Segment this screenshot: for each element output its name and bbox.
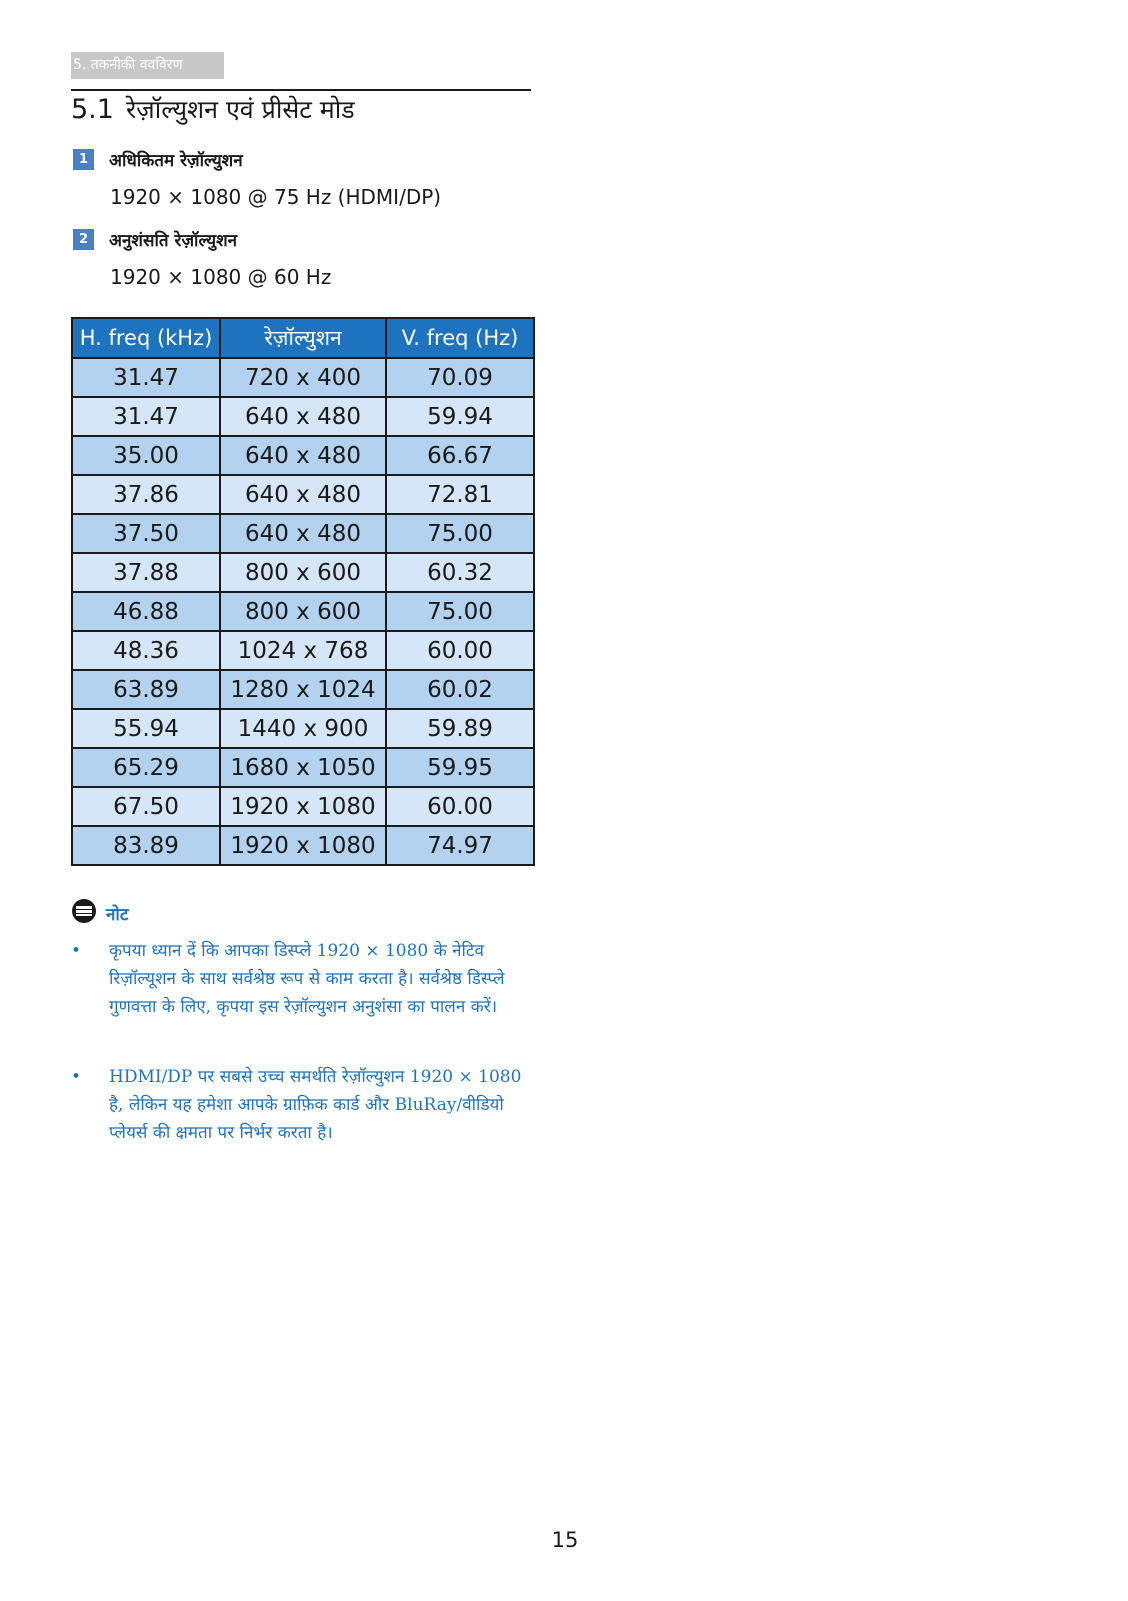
cell-vfreq: 60.02 <box>386 670 534 709</box>
cell-hfreq: 37.50 <box>72 514 220 553</box>
spec-item-max-resolution <box>73 148 243 171</box>
table-row <box>72 670 534 709</box>
cell-vfreq: 60.32 <box>386 553 534 592</box>
cell-resolution: 1440 x 900 <box>220 709 386 748</box>
cell-hfreq: 55.94 <box>72 709 220 748</box>
cell-resolution: 640 x 480 <box>220 436 386 475</box>
table-row <box>72 397 534 436</box>
recommended-resolution-value: 1920 × 1080 @ 60 Hz <box>110 265 332 289</box>
table-row <box>72 748 534 787</box>
cell-hfreq: 31.47 <box>72 358 220 397</box>
cell-resolution: 1680 x 1050 <box>220 748 386 787</box>
cell-hfreq: 65.29 <box>72 748 220 787</box>
item-label: अधिकितम रेज़ॉल्युशन <box>109 151 243 171</box>
cell-hfreq: 37.88 <box>72 553 220 592</box>
cell-vfreq: 59.95 <box>386 748 534 787</box>
cell-resolution: 800 x 600 <box>220 553 386 592</box>
table-row <box>72 475 534 514</box>
cell-hfreq: 83.89 <box>72 826 220 865</box>
title-number: 5.1 <box>71 94 114 125</box>
cell-resolution: 1280 x 1024 <box>220 670 386 709</box>
cell-resolution: 640 x 480 <box>220 397 386 436</box>
cell-hfreq: 63.89 <box>72 670 220 709</box>
cell-vfreq: 60.00 <box>386 631 534 670</box>
table-row <box>72 553 534 592</box>
cell-vfreq: 74.97 <box>386 826 534 865</box>
bullet-dot: • <box>71 1067 82 1087</box>
section-tag: 5. तकनीकी ववविरण <box>71 52 224 79</box>
page-number: 15 <box>551 1528 579 1552</box>
note-icon <box>71 898 97 928</box>
header-vfreq: V. freq (Hz) <box>386 318 534 358</box>
cell-hfreq: 46.88 <box>72 592 220 631</box>
preset-modes-table <box>71 317 535 866</box>
table-row <box>72 709 534 748</box>
header-resolution: रेज़ॉल्युशन <box>220 318 386 358</box>
page-title <box>71 92 355 128</box>
cell-vfreq: 75.00 <box>386 592 534 631</box>
table-row <box>72 436 534 475</box>
cell-resolution: 1920 x 1080 <box>220 787 386 826</box>
title-text: रेज़ॉल्युशन एवं प्रीसेट मोड <box>125 95 355 124</box>
table-row <box>72 514 534 553</box>
max-resolution-value: 1920 × 1080 @ 75 Hz (HDMI/DP) <box>110 185 442 209</box>
item-label: अनुशंसति रेज़ॉल्युशन <box>109 231 238 251</box>
cell-vfreq: 59.89 <box>386 709 534 748</box>
table-row <box>72 787 534 826</box>
cell-resolution: 800 x 600 <box>220 592 386 631</box>
cell-vfreq: 70.09 <box>386 358 534 397</box>
table-header-row <box>72 318 534 358</box>
cell-resolution: 1024 x 768 <box>220 631 386 670</box>
cell-vfreq: 72.81 <box>386 475 534 514</box>
cell-resolution: 640 x 480 <box>220 514 386 553</box>
title-divider <box>71 89 531 91</box>
spec-item-recommended-resolution <box>73 228 237 251</box>
cell-vfreq: 75.00 <box>386 514 534 553</box>
item-number-badge: 1 <box>73 149 94 170</box>
note-bullet <box>71 937 531 1021</box>
cell-resolution: 720 x 400 <box>220 358 386 397</box>
cell-hfreq: 35.00 <box>72 436 220 475</box>
cell-hfreq: 31.47 <box>72 397 220 436</box>
table-row <box>72 631 534 670</box>
cell-vfreq: 59.94 <box>386 397 534 436</box>
note-heading <box>71 898 128 928</box>
note-bullet-text: HDMI/DP पर सबसे उच्च समर्थति रेज़ॉल्युशन 1920 × 1080 है, लेकिन यह हमेशा आपके ग्राफ़िक कार्ड और BluRay/वीडियो प्लेयर्स की क्षमता पर निर्भर करता है। <box>109 1067 522 1143</box>
cell-resolution: 640 x 480 <box>220 475 386 514</box>
cell-resolution: 1920 x 1080 <box>220 826 386 865</box>
note-bullet <box>71 1063 531 1147</box>
item-number-badge: 2 <box>73 229 94 250</box>
cell-vfreq: 60.00 <box>386 787 534 826</box>
table-row <box>72 592 534 631</box>
cell-hfreq: 48.36 <box>72 631 220 670</box>
cell-hfreq: 67.50 <box>72 787 220 826</box>
bullet-dot: • <box>71 941 82 961</box>
table-row <box>72 826 534 865</box>
cell-hfreq: 37.86 <box>72 475 220 514</box>
cell-vfreq: 66.67 <box>386 436 534 475</box>
header-hfreq: H. freq (kHz) <box>72 318 220 358</box>
table-row <box>72 358 534 397</box>
note-bullet-text: कृपया ध्यान दें कि आपका डिस्प्ले 1920 × 1080 के नेटिव रिज़ॉल्यूशन के साथ सर्वश्रेष्ठ रूप से काम करता है। सर्वश्रेष्ठ डिस्प्ले गुणवत्ता के लिए, कृपया इस रेज़ॉल्युशन अनुशंसा का पालन करें। <box>109 941 505 1017</box>
note-label: नोट <box>106 904 129 925</box>
